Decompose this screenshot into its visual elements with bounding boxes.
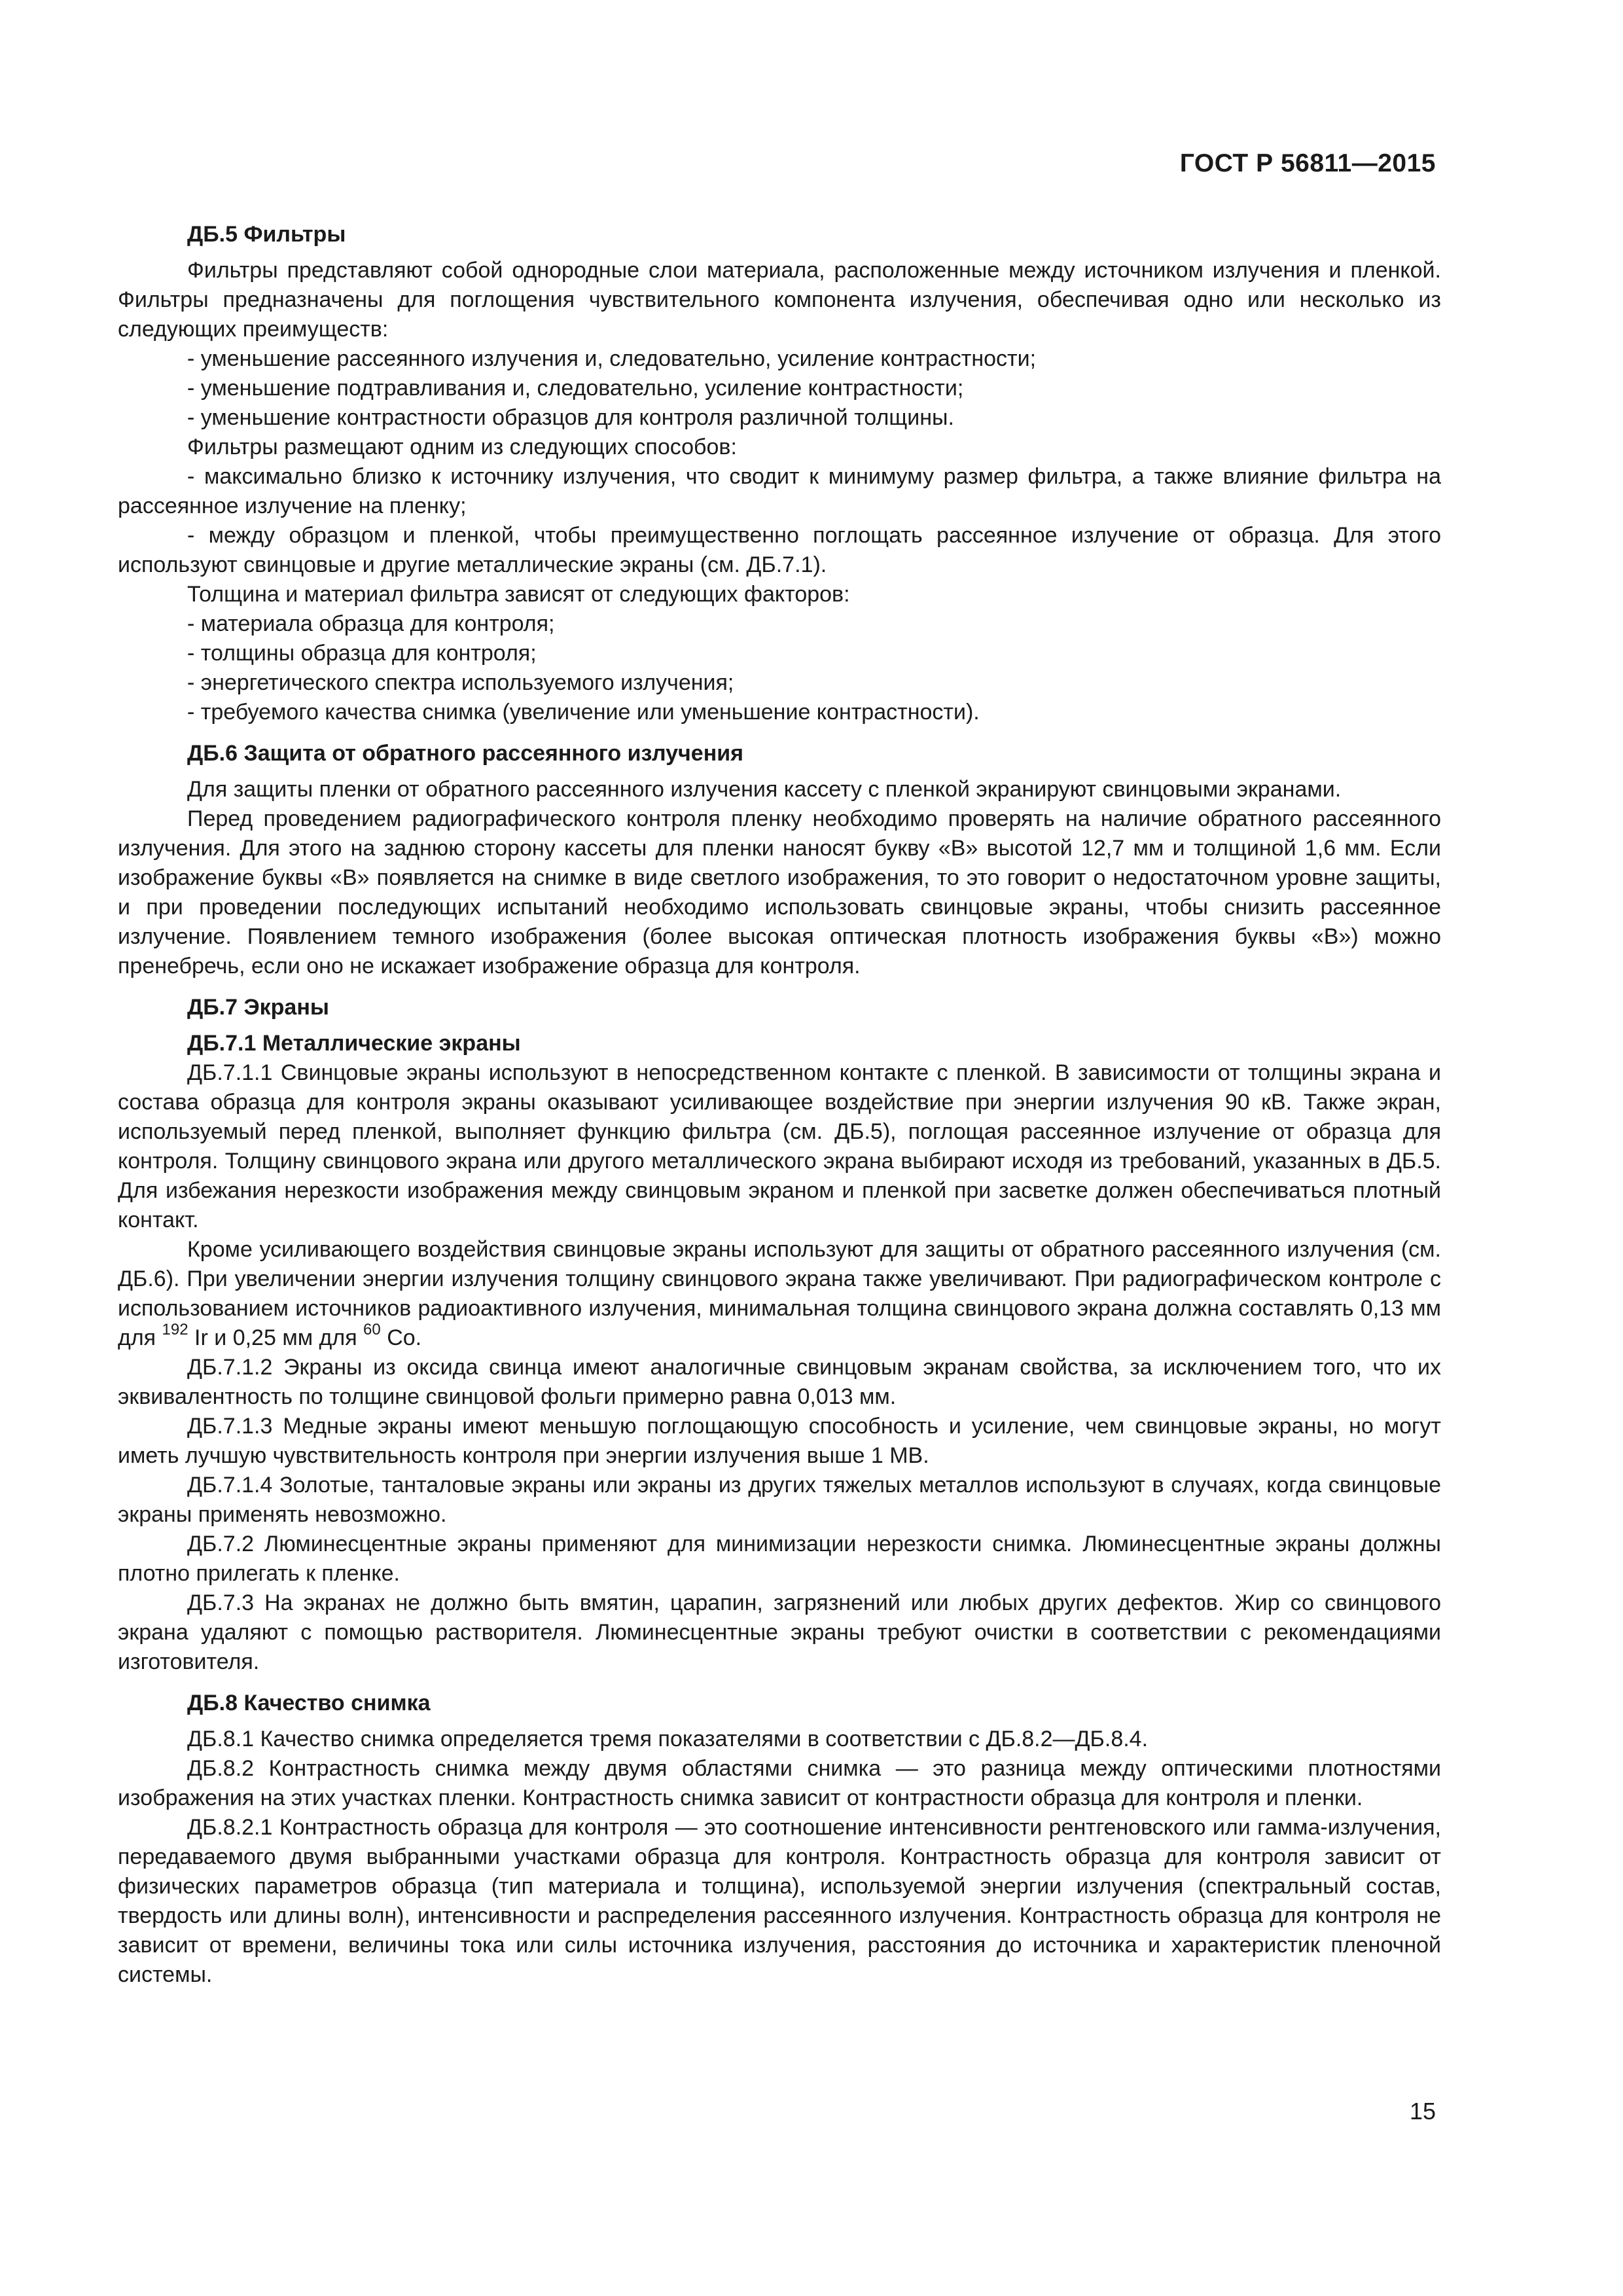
paragraph-lead-screens <box>118 1235 1441 1353</box>
paragraph: ДБ.8.2 Контрастность снимка между двумя областями снимка — это разница между оптическими плотностями изображения на этих участках пленки. Контрастность снимка зависит от контрастности образца для контроля и пленки. <box>118 1756 1441 1810</box>
section-title-db6: ДБ.6 Защита от обратного рассеянного излучения <box>187 741 743 766</box>
document-body <box>118 220 1441 1990</box>
paragraph: ДБ.7.2 Люминесцентные экраны применяют для минимизации нерезкости снимка. Люминесцентные экраны должны плотно прилегать к пленке. <box>118 1532 1441 1586</box>
isotope-mass-number: 192 <box>162 1320 188 1338</box>
isotope-mass-number: 60 <box>363 1320 381 1338</box>
paragraph: Перед проведением радиографического контроля пленку необходимо проверять на наличие обратного рассеянного излучения. Для этого на заднюю сторону кассеты для пленки наносят букву «В» высотой 12,7 мм и толщиной 1,6 мм. Если изображение буквы «В» появляется на снимке в виде светлого изображения, то это говорит о недостаточном уровне защиты, и при проведении последующих испытаний необходимо использовать свинцовые экраны, чтобы снизить рассеянное излучение. Появлением темного изображения (более высокая оптическая плотность изображения буквы «В») можно пренебречь, если оно не искажает изображение образца для контроля. <box>118 806 1441 978</box>
text-run: Co. <box>380 1325 422 1350</box>
list-item: - между образцом и пленкой, чтобы преимущественно поглощать рассеянное излучение от образца. Для этого используют свинцовые и другие металлические экраны (см. ДБ.7.1). <box>118 523 1441 577</box>
paragraph: Фильтры размещают одним из следующих способов: <box>187 435 737 459</box>
page-number: 15 <box>1409 2098 1436 2125</box>
list-item: - максимально близко к источнику излучения, что сводит к минимуму размер фильтра, а также влияние фильтра на рассеянное излучение на пленку; <box>118 464 1441 518</box>
paragraph: ДБ.7.1.3 Медные экраны имеют меньшую поглощающую способность и усиление, чем свинцовые экраны, но могут иметь лучшую чувствительность контроля при энергии излучения выше 1 МВ. <box>118 1414 1441 1468</box>
list-item: - толщины образца для контроля; <box>187 641 537 666</box>
list-item: - материала образца для контроля; <box>187 611 555 636</box>
standard-header: ГОСТ Р 56811—2015 <box>1179 149 1436 177</box>
paragraph: ДБ.8.2.1 Контрастность образца для контроля — это соотношение интенсивности рентгеновского или гамма-излучения, передаваемого двумя выбранными участками образца для контроля. Контрастность образца для контроля зависит от физических параметров образца (тип материала и толщина), используемой энергии излучения (спектральный состав, твердость или длины волн), интенсивности и распределения рассеянного излучения. Контрастность образца для контроля не зависит от времени, величины тока или силы источника излучения, расстояния до источника и характеристик пленочной системы. <box>118 1815 1441 1987</box>
section-title-db7: ДБ.7 Экраны <box>187 995 329 1020</box>
paragraph: ДБ.8.1 Качество снимка определяется тремя показателями в соответствии с ДБ.8.2—ДБ.8.4. <box>187 1727 1149 1751</box>
section-title-db5: ДБ.5 Фильтры <box>187 222 346 247</box>
paragraph: Фильтры представляют собой однородные слои материала, расположенные между источником излучения и пленкой. Фильтры предназначены для поглощения чувствительного компонента излучения, обеспечивая одно или несколько из следующих преимуществ: <box>118 258 1441 342</box>
list-item: - энергетического спектра используемого излучения; <box>187 670 734 695</box>
list-item: - уменьшение контрастности образцов для контроля различной толщины. <box>187 405 954 430</box>
paragraph: ДБ.7.1.1 Свинцовые экраны используют в непосредственном контакте с пленкой. В зависимости от толщины экрана и состава образца для контроля экраны оказывают усиливающее воздействие при энергии излучения 90 кВ. Также экран, используемый перед пленкой, выполняет функцию фильтра (см. ДБ.5), поглощая рассеянное излучение от образца для контроля. Толщину свинцового экрана или другого металлического экрана выбирают исходя из требований, указанных в ДБ.5. Для избежания нерезкости изображения между свинцовым экраном и пленкой при засветке должен обеспечиваться плотный контакт. <box>118 1060 1441 1232</box>
paragraph: ДБ.7.1.2 Экраны из оксида свинца имеют аналогичные свинцовым экранам свойства, за исключением того, что их эквивалентность по толщине свинцовой фольги примерно равна 0,013 мм. <box>118 1355 1441 1409</box>
list-item: - уменьшение подтравливания и, следовательно, усиление контрастности; <box>187 376 964 401</box>
list-item: - требуемого качества снимка (увеличение или уменьшение контрастности). <box>187 700 980 725</box>
paragraph: Для защиты пленки от обратного рассеянного излучения кассету с пленкой экранируют свинцовыми экранами. <box>187 777 1342 802</box>
section-title-db8: ДБ.8 Качество снимка <box>187 1691 431 1715</box>
text-run: Кроме усиливающего воздействия свинцовые экраны используют для защиты от обратного рассеянного излучения (см. ДБ.6). При увеличении энергии излучения толщину свинцового экрана также увеличивают. При радиографическом контроле с использованием источников радиоактивного излучения, минимальная толщина свинцового экрана должна составлять 0,13 мм для <box>118 1237 1441 1350</box>
list-item: - уменьшение рассеянного излучения и, следовательно, усиление контрастности; <box>187 346 1037 371</box>
subsection-title-db71: ДБ.7.1 Металлические экраны <box>187 1031 521 1056</box>
paragraph: ДБ.7.1.4 Золотые, танталовые экраны или экраны из других тяжелых металлов используют в случаях, когда свинцовые экраны применять невозможно. <box>118 1473 1441 1527</box>
paragraph: Толщина и материал фильтра зависят от следующих факторов: <box>187 582 850 607</box>
paragraph: ДБ.7.3 На экранах не должно быть вмятин, царапин, загрязнений или любых других дефектов. Жир со свинцового экрана удаляют с помощью растворителя. Люминесцентные экраны требуют очистки в соответствии с рекомендациями изготовителя. <box>118 1590 1441 1674</box>
text-run: Ir и 0,25 мм для <box>188 1325 364 1350</box>
